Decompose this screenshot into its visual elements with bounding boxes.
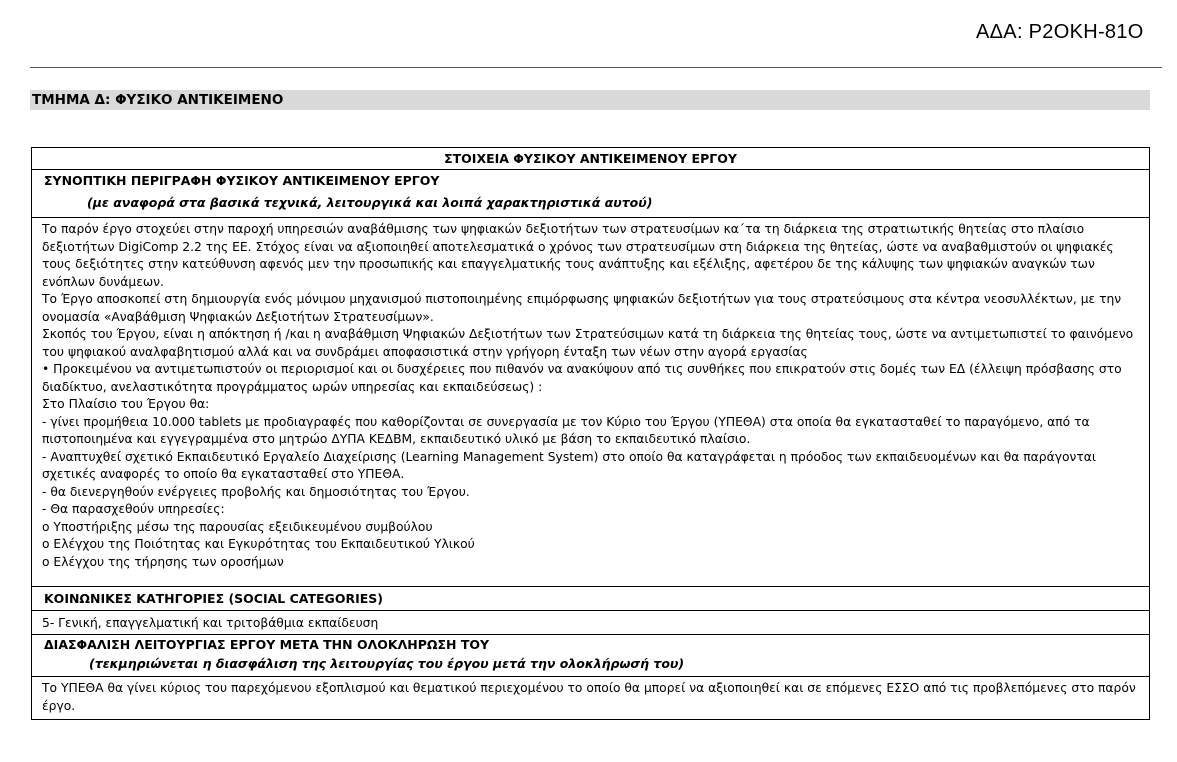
summary-heading: ΣΥΝΟΠΤΙΚΗ ΠΕΡΙΓΡΑΦΗ ΦΥΣΙΚΟΥ ΑΝΤΙΚΕΙΜΕΝΟΥ ΕΡΓΟΥ (44, 173, 440, 188)
summary-paragraph: Το Έργο αποσκοπεί στη δημιουργία ενός μόνιμου μηχανισμού πιστοποιημένης επιμόρφωσης ψηφιακών δεξιοτήτων για τους στρατεύσιμους στα κέντρα νεοσυλλέκτων, με την ονομασία «Αναβάθμιση Ψηφιακών Δεξιοτήτων Στρατευσίμων». (42, 292, 1122, 324)
summary-paragraph: ο Ελέγχου της Ποιότητας και Εγκυρότητας του Εκπαιδευτικού Υλικού (42, 537, 475, 551)
summary-paragraph: - γίνει προμήθεια 10.000 tablets με προδιαγραφές που καθορίζονται σε συνεργασία με τον Κύριο του Έργου (ΥΠΕΘΑ) στα οποία θα εγκατασταθεί το παραγόμενο, από τα πιστοποιημένα και εγγεγραμμένα στο μητρώο ΔΥΠΑ ΚΕΔΒΜ, εκπαιδευτικό υλικό με βάση το εκπαιδευτικό πλαίσιο. (42, 414, 1090, 446)
social-value: 5- Γενική, επαγγελματική και τριτοβάθμια εκπαίδευση (32, 611, 1149, 635)
summary-paragraph: Σκοπός του Έργου, είναι η απόκτηση ή /και η αναβάθμιση Ψηφιακών Δεξιοτήτων των Στρατεύσιμων κατά τη διάρκεια της θητείας τους, ώστε να αντιμετωπιστεί το φαινόμενο του ψηφιακού αναλφαβητισμού αλλά και να συνδράμει αποφασιστικά στην γρήγορη ένταξη των νέων στην αγορά εργασίας (42, 327, 1134, 359)
summary-paragraph: • Προκειμένου να αντιμετωπιστούν οι περιορισμοί και οι δυσχέρειες που πιθανόν να ανακύψουν από τις συνθήκες που επικρατούν στις δομές των ΕΔ (έλλειψη πρόσβασης στο διαδίκτυο, ανελαστικότητα προγράμματος ωρών υπηρεσίας και εκπαιδεύσεως) : (42, 362, 1122, 394)
summary-body (32, 218, 1149, 587)
summary-paragraph: - Θα παρασχεθούν υπηρεσίες: (42, 502, 225, 516)
summary-header-row (32, 170, 1149, 218)
summary-paragraph: Στο Πλαίσιο του Έργου θα: (42, 397, 210, 411)
ada-code: ΑΔΑ: Ρ2ΟΚΗ-81Ο (976, 21, 1144, 43)
summary-subheading: (με αναφορά στα βασικά τεχνικά, λειτουργικά και λοιπά χαρακτηριστικά αυτού) (87, 195, 653, 210)
table-main-heading: ΣΤΟΙΧΕΙΑ ΦΥΣΙΚΟΥ ΑΝΤΙΚΕΙΜΕΝΟΥ ΕΡΓΟΥ (32, 148, 1149, 170)
operation-header-row (32, 635, 1149, 677)
social-heading: ΚΟΙΝΩΝΙΚΕΣ ΚΑΤΗΓΟΡΙΕΣ (SOCIAL CATEGORIES) (32, 587, 1149, 611)
summary-paragraph: - Αναπτυχθεί σχετικό Εκπαιδευτικό Εργαλείο Διαχείρισης (Learning Management System) στο οποίο θα καταγράφεται η πρόοδος των εκπαιδευομένων και θα παράγονται σχετικές αναφορές το οποίο θα εγκατασταθεί στο ΥΠΕΘΑ. (42, 449, 1097, 481)
operation-heading: ΔΙΑΣΦΑΛΙΣΗ ΛΕΙΤΟΥΡΓΙΑΣ ΕΡΓΟΥ ΜΕΤΑ ΤΗΝ ΟΛΟΚΛΗΡΩΣΗ ΤΟΥ (44, 637, 490, 652)
summary-paragraph: Το παρόν έργο στοχεύει στην παροχή υπηρεσιών αναβάθμισης των ψηφιακών δεξιοτήτων των στρατευσίμων κα΄τα τη διάρκεια της στρατιωτικής θητείας στο πλαίσιο δεξιοτήτων DigiComp 2.2 της ΕΕ. Στόχος είναι να αξιοποιηθεί αποτελεσματικά ο χρόνος των στρατευσίμων στη διάρκεια της θητείας, ώστε να αναβαθμιστούν οι ψηφιακές τους δεξιότητες στην κατεύθυνση αφενός μεν την προσωπικής και επαγγελματικής τους ανάπτυξης και εξέλιξης, αφετέρου δε της κάλυψης των ψηφιακών αναγκών των ενόπλων δυνάμεων. (42, 222, 1114, 289)
summary-paragraph: - θα διενεργηθούν ενέργειες προβολής και δημοσιότητας του Έργου. (42, 484, 470, 499)
summary-paragraph: ο Υποστήριξης μέσω της παρουσίας εξειδικευμένου συμβούλου (42, 519, 433, 534)
header-divider (30, 67, 1162, 68)
section-title: ΤΜΗΜΑ Δ: ΦΥΣΙΚΟ ΑΝΤΙΚΕΙΜΕΝΟ (30, 90, 1150, 110)
operation-body: Το ΥΠΕΘΑ θα γίνει κύριος του παρεχόμενου εξοπλισμού και θεματικού περιεχομένου το οποίο θα μπορεί να αξιοποιηθεί και σε επόμενες ΕΣΣΟ από τις προβλεπόμενες στο παρόν έργο. (42, 681, 1136, 713)
operation-subheading: (τεκμηριώνεται η διασφάλιση της λειτουργίας του έργου μετά την ολοκλήρωσή του) (89, 656, 685, 671)
summary-paragraph: ο Ελέγχου της τήρησης των ορoσήμων (42, 554, 284, 569)
physical-object-table (31, 147, 1150, 720)
